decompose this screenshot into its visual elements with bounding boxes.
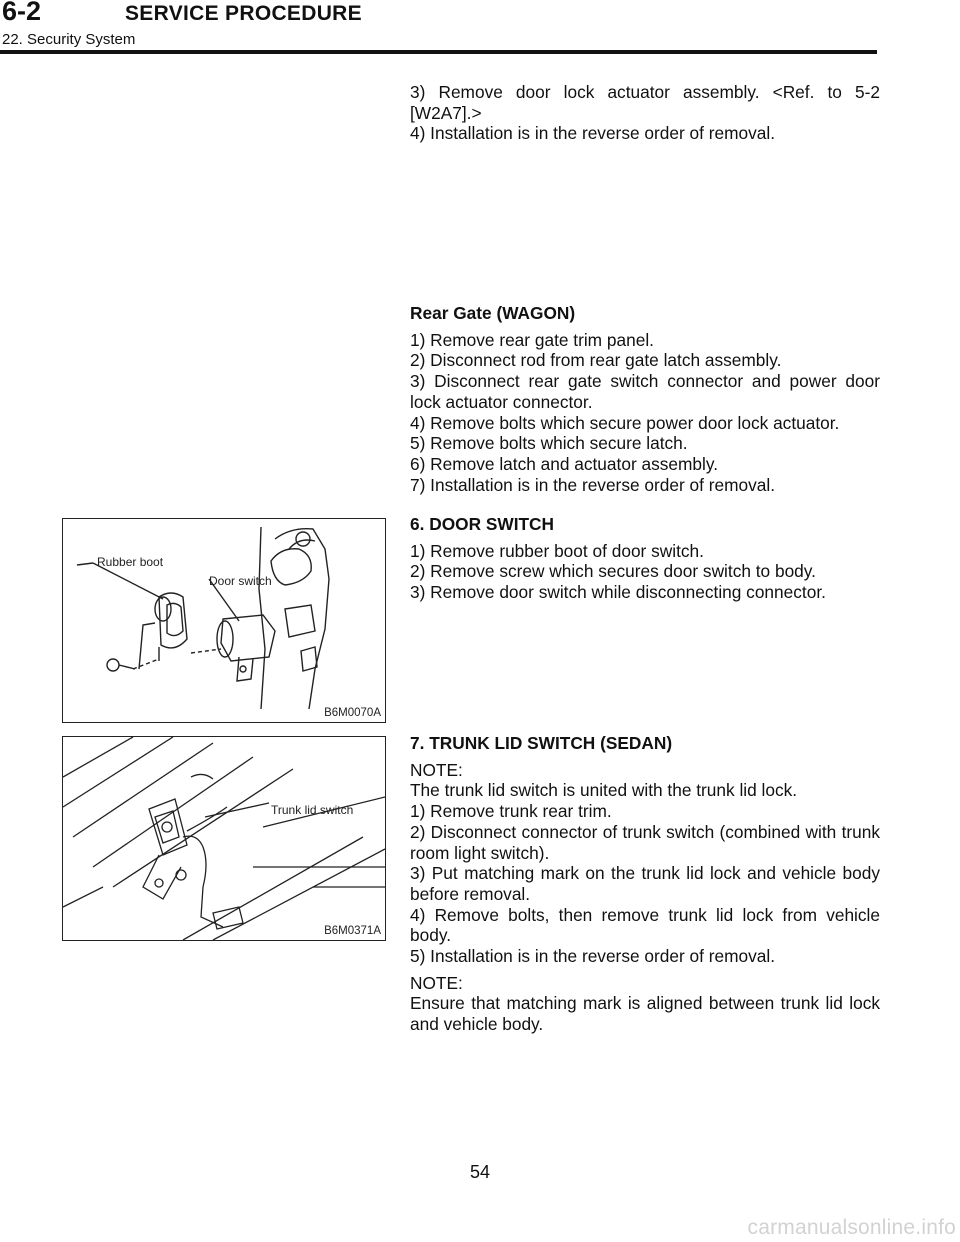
section-code: 6-2 bbox=[2, 0, 42, 26]
step: 4) Remove bolts, then remove trunk lid lock from vehicle body. bbox=[410, 904, 880, 946]
trunk-lid-illustration bbox=[63, 737, 385, 940]
door-switch-illustration bbox=[63, 519, 385, 722]
step: 3) Remove door lock actuator assembly. <Ref. to 5-2 [W2A7].> bbox=[410, 82, 880, 123]
door-lock-steps bbox=[410, 82, 880, 144]
header-rule bbox=[0, 50, 877, 54]
step: 4) Remove bolts which secure power door lock actuator. bbox=[410, 412, 840, 433]
step: 5) Remove bolts which secure latch. bbox=[410, 433, 688, 454]
section-heading: Rear Gate (WAGON) bbox=[410, 303, 576, 323]
door-switch-figure bbox=[62, 518, 386, 723]
figure-code: B6M0070A bbox=[324, 707, 381, 719]
section-subtitle: 22. Security System bbox=[2, 31, 136, 48]
rear-gate-section bbox=[410, 303, 880, 495]
step: 3) Remove door switch while disconnecting connector. bbox=[410, 582, 826, 603]
section-heading: 6. DOOR SWITCH bbox=[410, 514, 555, 534]
step: 1) Remove trunk rear trim. bbox=[410, 801, 612, 822]
note-text: Ensure that matching mark is aligned between trunk lid lock and vehicle body. bbox=[410, 993, 880, 1035]
page-number: 54 bbox=[469, 1162, 491, 1182]
step: 3) Put matching mark on the trunk lid lock and vehicle body before removal. bbox=[410, 863, 880, 904]
note-text: The trunk lid switch is united with the trunk lid lock. bbox=[410, 780, 798, 801]
step: 2) Disconnect connector of trunk switch (combined with trunk room light switch). bbox=[410, 821, 880, 863]
step: 7) Installation is in the reverse order of removal. bbox=[410, 474, 775, 495]
trunk-lid-switch-section bbox=[410, 733, 880, 1035]
figure-code: B6M0371A bbox=[324, 925, 381, 937]
watermark: carmanualsonline.info bbox=[747, 1216, 956, 1239]
section-heading: 7. TRUNK LID SWITCH (SEDAN) bbox=[410, 733, 673, 753]
step: 4) Installation is in the reverse order of removal. bbox=[410, 123, 775, 144]
figure-label: Rubber boot bbox=[97, 555, 164, 569]
note-label: NOTE: bbox=[410, 972, 463, 993]
step: 2) Remove screw which secures door switch to body. bbox=[410, 561, 816, 582]
step: 6) Remove latch and actuator assembly. bbox=[410, 453, 719, 474]
step: 1) Remove rubber boot of door switch. bbox=[410, 540, 704, 561]
figure-label: Trunk lid switch bbox=[271, 803, 354, 817]
trunk-lid-figure bbox=[62, 736, 386, 941]
step: 2) Disconnect rod from rear gate latch assembly. bbox=[410, 350, 782, 371]
step: 1) Remove rear gate trim panel. bbox=[410, 329, 654, 350]
step: 5) Installation is in the reverse order of removal. bbox=[410, 946, 775, 967]
figure-label: Door switch bbox=[209, 574, 272, 588]
note-label: NOTE: bbox=[410, 759, 463, 780]
door-switch-section bbox=[410, 514, 880, 603]
page-title: SERVICE PROCEDURE bbox=[125, 2, 362, 25]
step: 3) Disconnect rear gate switch connector and power door lock actuator connector. bbox=[410, 371, 880, 412]
